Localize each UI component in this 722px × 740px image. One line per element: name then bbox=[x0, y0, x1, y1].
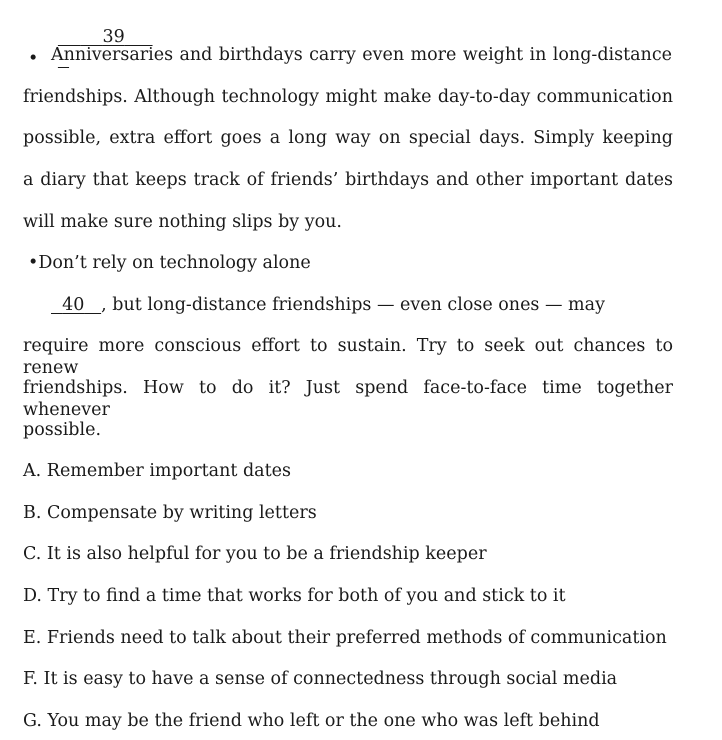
para1-line-2: friendships. Although technology might make day-to-day communication bbox=[23, 87, 673, 107]
section-heading bbox=[28, 252, 311, 274]
blank-40-number: 40 bbox=[62, 295, 85, 315]
para1-line-3: possible, extra effort goes a long way on special days. Simply keeping bbox=[23, 128, 673, 148]
bullet-icon: • bbox=[28, 253, 39, 273]
option-a: A. Remember important dates bbox=[23, 461, 291, 481]
para1-line-1: Anniversaries and birthdays carry even more weight in long-distance bbox=[51, 45, 672, 65]
para2-line-1-rest: , but long-distance friendships — even close ones — may bbox=[101, 295, 605, 315]
option-d: D. Try to find a time that works for both of you and stick to it bbox=[23, 586, 566, 606]
para2-line-2: require more conscious effort to sustain. Try to seek out chances to renew bbox=[23, 336, 673, 378]
option-c: C. It is also helpful for you to be a friendship keeper bbox=[23, 544, 487, 564]
heading-text: Don’t rely on technology alone bbox=[38, 253, 311, 273]
para1-line-5: will make sure nothing slips by you. bbox=[23, 212, 342, 232]
blank-39-number: 39 bbox=[102, 27, 125, 47]
bullet-icon: • bbox=[28, 49, 39, 69]
para2-line-4: possible. bbox=[23, 420, 102, 440]
para2-line-1 bbox=[51, 294, 605, 316]
option-b: B. Compensate by writing letters bbox=[23, 503, 317, 523]
option-g: G. You may be the friend who left or the one who was left behind bbox=[23, 711, 600, 731]
para1-line-4: a diary that keeps track of friends’ birthdays and other important dates bbox=[23, 170, 673, 190]
blank-40[interactable] bbox=[51, 294, 101, 316]
option-f: F. It is easy to have a sense of connectedness through social media bbox=[23, 669, 618, 689]
option-e: E. Friends need to talk about their preferred methods of communication bbox=[23, 628, 667, 648]
para2-line-3: friendships. How to do it? Just spend face-to-face time together whenever bbox=[23, 378, 673, 420]
